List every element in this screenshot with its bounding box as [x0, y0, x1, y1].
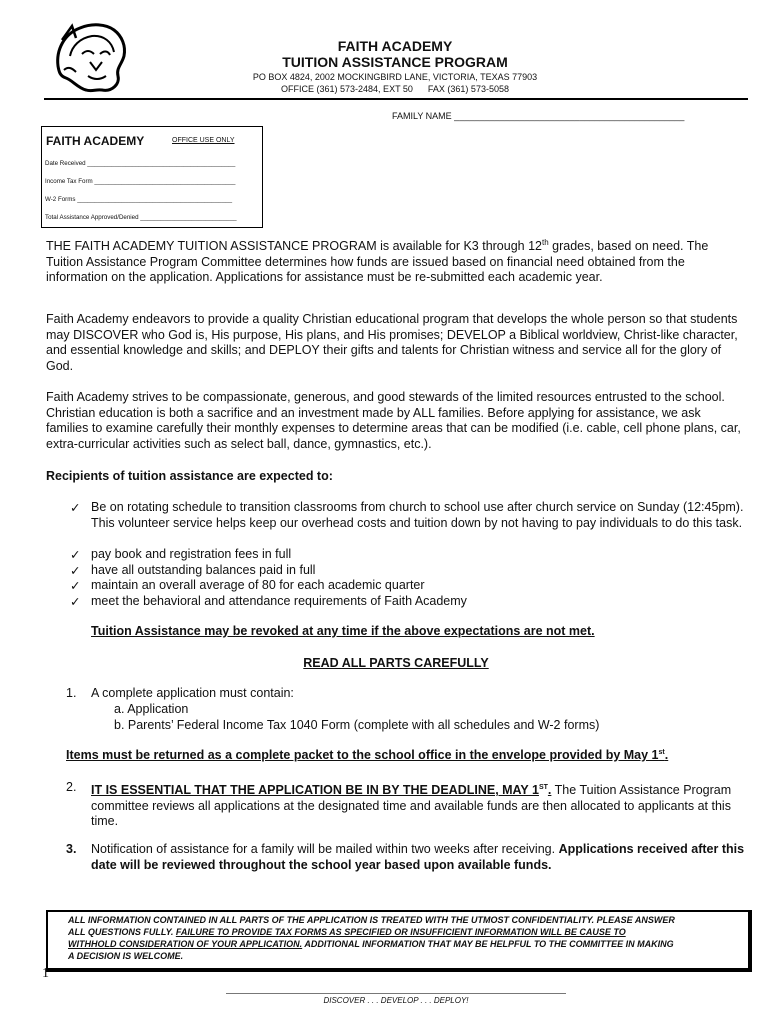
office-use-box [41, 126, 263, 228]
footer-divider [226, 993, 566, 994]
intro-paragraph-1: THE FAITH ACADEMY TUITION ASSISTANCE PROGRAM is available for K3 through 12th grades, based on need. The Tuition Assistance Program Committee determines how funds are issued based on financial need obtained from the information on the application. Applications for assistance must be re-submitted each academic year. [46, 238, 709, 285]
step-1b: b. Parents’ Federal Income Tax 1040 Form (complete with all schedules and W-2 forms) [114, 718, 600, 732]
intro-paragraph-3: Faith Academy strives to be compassionate, generous, and good stewards of the limited resources entrusted to the school. Christian education is both a sacrifice and an investment made by ALL families. Before applying for assistance, we ask families to examine carefully their monthly expenses to determine areas that can be modified (i.e. cable, cell phone plans, car, extra-curricular activities such as select ball, dance, gymnastics, etc.). [46, 390, 741, 451]
income-tax-form-field[interactable]: Income Tax Form _________________________________________ [45, 178, 236, 185]
office-use-label: OFFICE USE ONLY [172, 137, 235, 144]
date-received-field[interactable]: Date Received ___________________________________________ [45, 160, 236, 167]
items-returned-notice: Items must be returned as a complete packet to the school office in the envelope provided by May 1st. [66, 748, 669, 762]
school-name: FAITH ACADEMY [337, 38, 453, 54]
step-number: 3. [66, 842, 77, 856]
check-icon: ✓ [70, 548, 81, 562]
header-divider [44, 98, 748, 100]
check-icon: ✓ [70, 564, 81, 578]
check-icon: ✓ [70, 501, 81, 515]
confidential-line: WITHHOLD CONSIDERATION OF YOUR APPLICATION. ADDITIONAL INFORMATION THAT MAY BE HELPFUL TO THE COMMITTEE IN MAKING [68, 939, 674, 949]
step-number: 2. [66, 780, 77, 794]
confidential-line: A DECISION IS WELCOME. [68, 951, 184, 961]
intro-paragraph-2: Faith Academy endeavors to provide a quality Christian educational program that develops the whole person so that students may DISCOVER who God is, His purpose, His plans, and His promises; DEVELOP a Biblical worldview, Christ-like character, and essential knowledge and skills; and DEPLOY their gifts and talents for Christian witness and service all for the glory of God. [46, 312, 738, 373]
confidentiality-notice [46, 910, 752, 972]
program-title: TUITION ASSISTANCE PROGRAM [282, 54, 508, 70]
step-number: 1. [66, 686, 77, 700]
footer-motto: DISCOVER . . . DEVELOP . . . DEPLOY! [323, 996, 469, 1005]
total-assistance-field[interactable]: Total Assistance Approved/Denied ____________________________ [45, 214, 237, 221]
revocation-warning: Tuition Assistance may be revoked at any time if the above expectations are not met. [91, 624, 595, 638]
expectation-item: meet the behavioral and attendance requirements of Faith Academy [91, 594, 467, 608]
confidential-line: ALL INFORMATION CONTAINED IN ALL PARTS OF THE APPLICATION IS TREATED WITH THE UTMOST CONFIDENTIALITY. PLEASE ANSWER [68, 915, 675, 925]
read-all-heading: READ ALL PARTS CAREFULLY [303, 656, 489, 670]
cougar-logo-icon [52, 20, 130, 96]
school-phones: OFFICE (361) 573-2484, EXT 50 FAX (361) 573-5058 [281, 84, 509, 94]
w2-forms-field[interactable]: W-2 Forms _____________________________________________ [45, 196, 233, 203]
expectation-item: Be on rotating schedule to transition classrooms from church to school use after church service on Sunday (12:45pm). This volunteer service helps keep our overhead costs and tuition down by not having to pay individuals to do this task. [91, 500, 744, 530]
expectation-item: have all outstanding balances paid in full [91, 563, 316, 577]
check-icon: ✓ [70, 579, 81, 593]
recipients-heading: Recipients of tuition assistance are expected to: [46, 469, 333, 483]
expectation-item: maintain an overall average of 80 for each academic quarter [91, 578, 425, 592]
office-box-title: FAITH ACADEMY [46, 134, 145, 148]
step-3-text: Notification of assistance for a family will be mailed within two weeks after receiving. Applications received after this date will be reviewed throughout the school year based upon available funds. [91, 842, 745, 872]
step-2-text: IT IS ESSENTIAL THAT THE APPLICATION BE IN BY THE DEADLINE, MAY 1ST. The Tuition Assistance Program committee reviews all applications at the designated time and available funds are then allocated to applicants at this time. [91, 783, 732, 829]
step-1-text: A complete application must contain: [91, 686, 294, 700]
step-1a: a. Application [114, 702, 189, 716]
school-address: PO BOX 4824, 2002 MOCKINGBIRD LANE, VICTORIA, TEXAS 77903 [252, 72, 538, 82]
confidential-line: ALL QUESTIONS FULLY. FAILURE TO PROVIDE TAX FORMS AS SPECIFIED OR INSUFFICIENT INFORMATION WILL BE CAUSE TO [68, 927, 626, 937]
family-name-field[interactable]: FAMILY NAME ______________________________________________ [392, 111, 685, 121]
page-number: 1 [42, 966, 49, 981]
expectation-item: pay book and registration fees in full [91, 547, 292, 561]
check-icon: ✓ [70, 595, 81, 609]
